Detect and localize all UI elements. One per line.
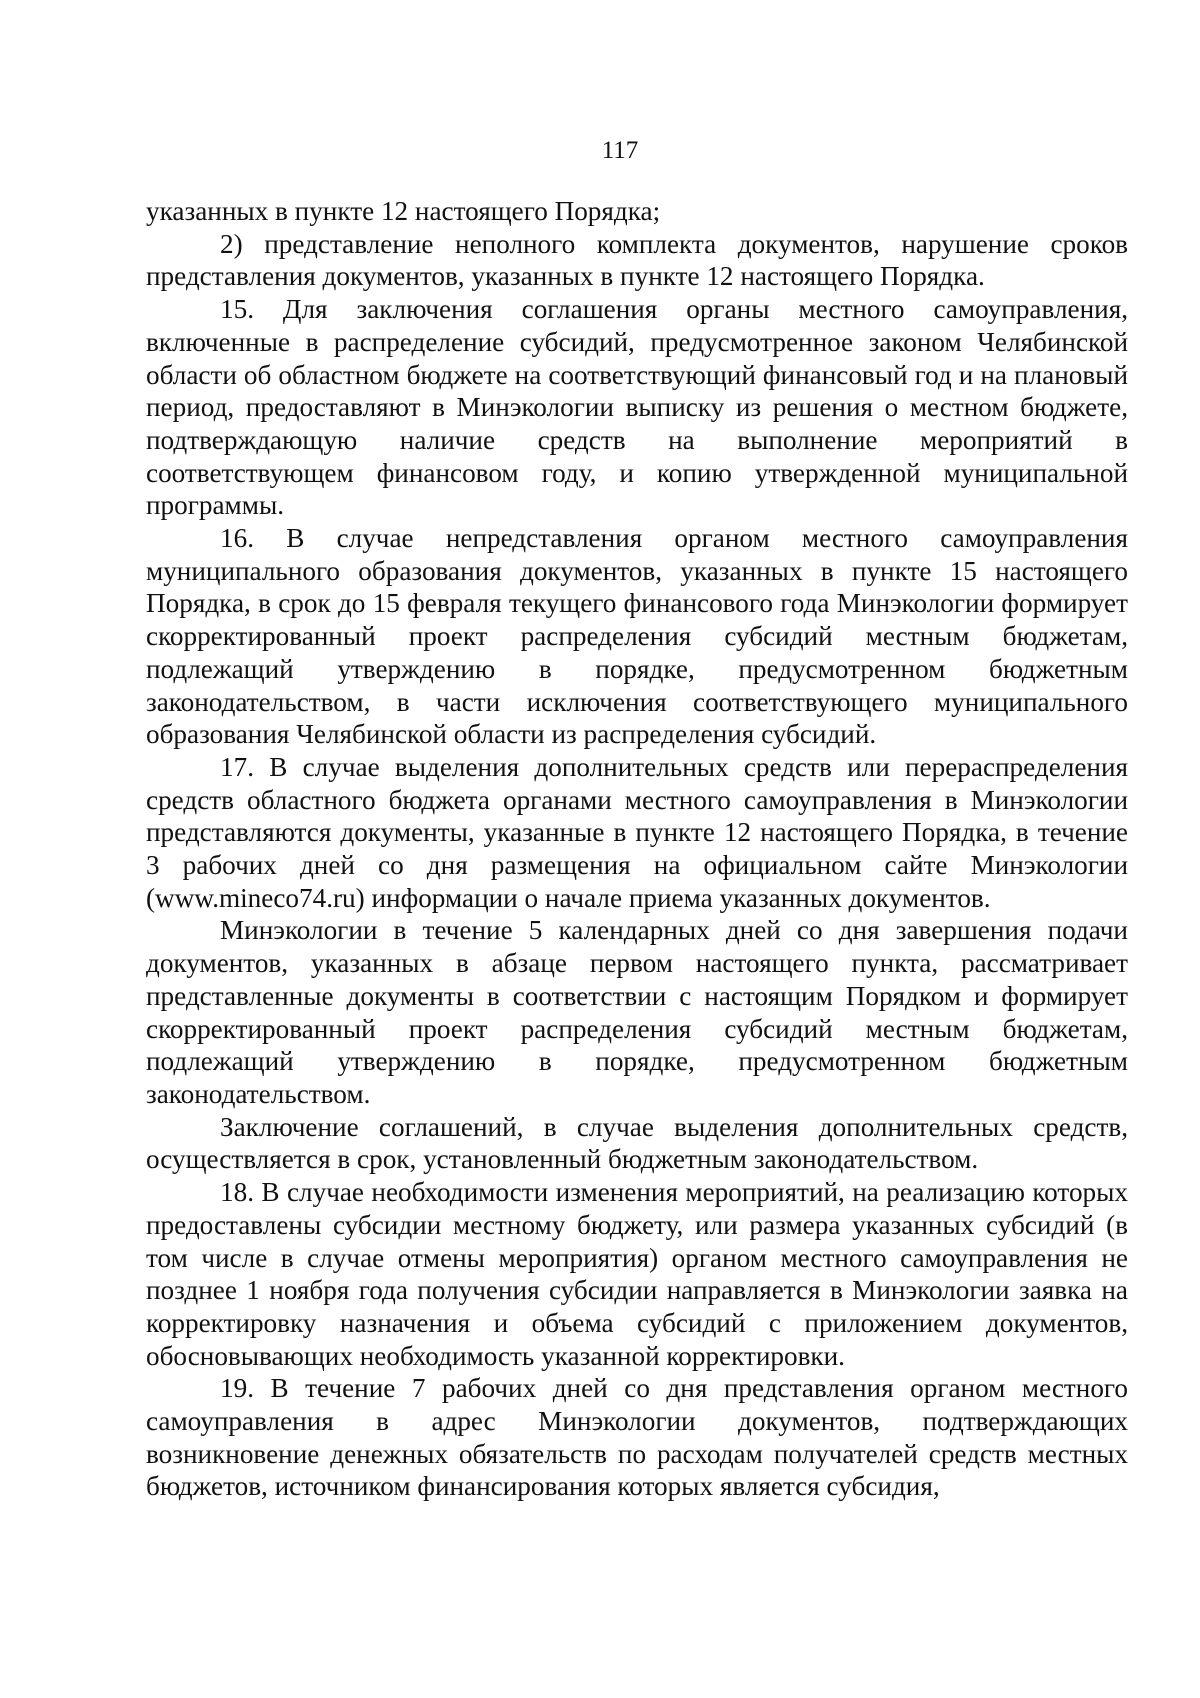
- document-body: [146, 195, 1128, 1503]
- paragraph-continuation: указанных в пункте 12 настоящего Порядка;: [146, 196, 661, 226]
- paragraph-16: 16. В случае непредставления органом местного самоуправления муниципального образования документов, указанных в пункте 15 настоящего Порядка, в срок до 15 февраля текущего финансового года Минэкологии формирует скорректированный проект распределения субсидий местным бюджетам, подлежащий утверждению в порядке, предусмотренном бюджетным законодательством, в части исключения соответствующего муниципального образования Челябинской области из распределения субсидий.: [146, 523, 1128, 750]
- paragraph-17: 17. В случае выделения дополнительных средств или перераспределения средств областного бюджета органами местного самоуправления в Минэкологии представляются документы, указанные в пункте 12 настоящего Порядка, в течение 3 рабочих дней со дня размещения на официальном сайте Минэкологии (www.mineco74.ru) информации о начале приема указанных документов.: [146, 751, 1128, 913]
- paragraph-item-2: 2) представление неполного комплекта документов, нарушение сроков представления документов, указанных в пункте 12 настоящего Порядка.: [146, 228, 1128, 292]
- paragraph-15: 15. Для заключения соглашения органы местного самоуправления, включенные в распределение субсидий, предусмотренное законом Челябинской области об областном бюджете на соответствующий финансовый год и на плановый период, предоставляют в Минэкологии выписку из решения о местном бюджете, подтверждающую наличие средств на выполнение мероприятий в соответствующем финансовом году, и копию утвержденной муниципальной программы.: [146, 294, 1128, 521]
- paragraph-17-second: Минэкологии в течение 5 календарных дней со дня завершения подачи документов, указанных в абзаце первом настоящего пункта, рассматривает представленные документы в соответствии с настоящим Порядком и формирует скорректированный проект распределения субсидий местным бюджетам, подлежащий утверждению в порядке, предусмотренном бюджетным законодательством.: [146, 915, 1128, 1109]
- paragraph-18: 18. В случае необходимости изменения мероприятий, на реализацию которых предоставлены субсидии местному бюджету, или размера указанных субсидий (в том числе в случае отмены мероприятия) органом местного самоуправления не позднее 1 ноября года получения субсидии направляется в Минэкологии заявка на корректировку назначения и объема субсидий с приложением документов, обосновывающих необходимость указанной корректировки.: [146, 1177, 1128, 1371]
- paragraph-19: 19. В течение 7 рабочих дней со дня представления органом местного самоуправления в адрес Минэкологии документов, подтверждающих возникновение денежных обязательств по расходам получателей средств местных бюджетов, источником финансирования которых является субсидия,: [146, 1373, 1128, 1502]
- paragraph-17-third: Заключение соглашений, в случае выделения дополнительных средств, осуществляется в срок, установленный бюджетным законодательством.: [146, 1111, 1128, 1175]
- page-number: 117: [601, 137, 639, 164]
